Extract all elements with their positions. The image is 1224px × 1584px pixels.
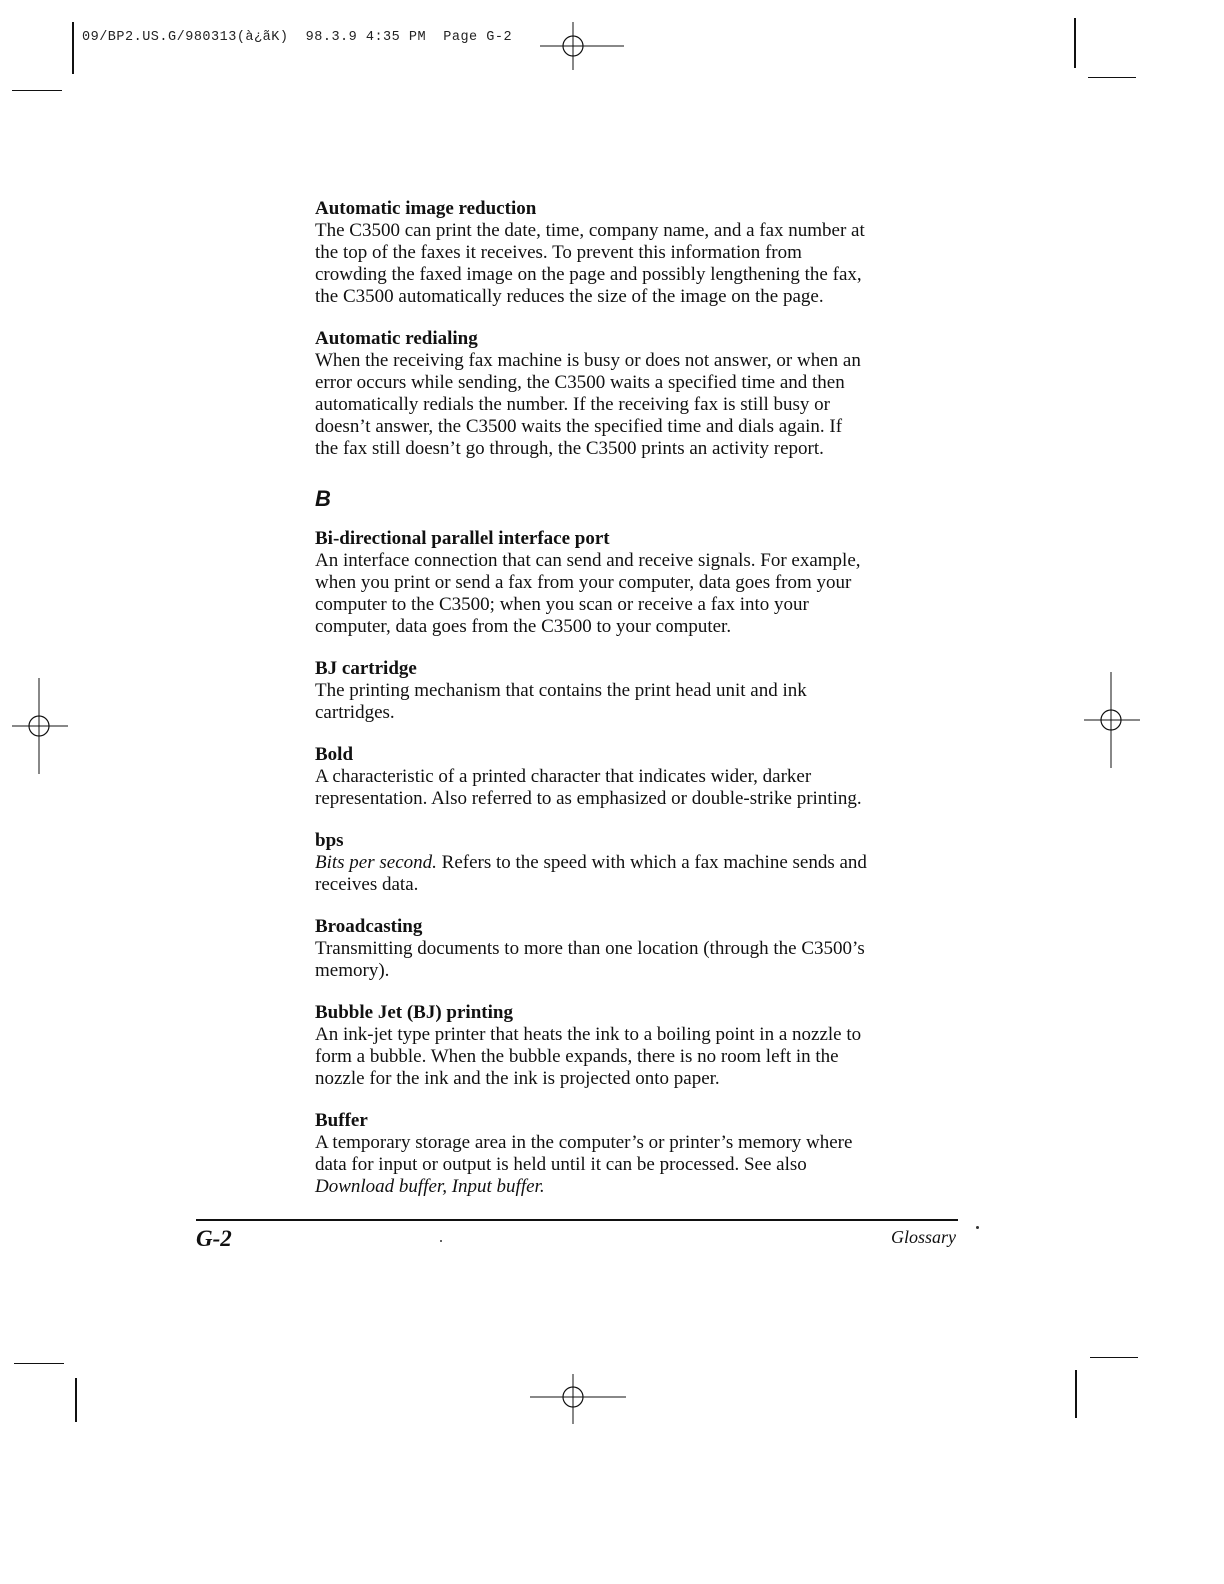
definition-line: An ink-jet type printer that heats the ink to a boiling point in a nozzle to — [315, 1024, 862, 1045]
crop-mark — [12, 90, 62, 91]
glossary-content — [315, 198, 975, 1218]
definition-line: the fax still doesn’t go through, the C3500 prints an activity report. — [315, 438, 824, 459]
definition-line: nozzle for the ink and the ink is projected onto paper. — [315, 1068, 720, 1089]
glossary-term: bps — [315, 830, 344, 851]
definition-line — [315, 852, 975, 874]
definition-line: crowding the faxed image on the page and possibly lengthening the fax, — [315, 264, 862, 285]
footer-rule — [196, 1219, 958, 1221]
glossary-definition — [315, 550, 975, 638]
definition-line: receives data. — [315, 874, 419, 895]
definition-text: Refers to the speed with which a fax machine sends and — [436, 852, 867, 873]
definition-line: doesn’t answer, the C3500 waits the specified time and dials again. If — [315, 416, 843, 437]
glossary-term: Broadcasting — [315, 916, 423, 937]
crop-mark — [75, 1378, 77, 1422]
definition-line: When the receiving fax machine is busy or does not answer, or when an — [315, 350, 861, 371]
glossary-term: BJ cartridge — [315, 658, 417, 679]
glossary-term: Automatic redialing — [315, 328, 478, 349]
definition-line: A characteristic of a printed character that indicates wider, darker — [315, 766, 812, 787]
scan-speck — [976, 1226, 979, 1229]
glossary-entry — [315, 744, 975, 810]
glossary-term: Automatic image reduction — [315, 198, 537, 219]
glossary-definition — [315, 680, 975, 724]
glossary-entry — [315, 830, 975, 896]
glossary-term: Buffer — [315, 1110, 368, 1131]
definition-line: representation. Also referred to as emphasized or double-strike printing. — [315, 788, 862, 809]
definition-line: form a bubble. When the bubble expands, there is no room left in the — [315, 1046, 839, 1067]
crop-mark — [1088, 77, 1136, 78]
registration-mark-icon — [540, 20, 624, 72]
definition-line — [315, 1176, 975, 1198]
glossary-entry — [315, 528, 975, 638]
page-number: G-2 — [196, 1226, 232, 1251]
definition-line: Transmitting documents to more than one location (through the C3500’s — [315, 938, 865, 959]
glossary-definition — [315, 350, 975, 460]
crop-mark — [14, 1363, 64, 1364]
glossary-entry — [315, 198, 975, 308]
definition-line: The printing mechanism that contains the print head unit and ink — [315, 680, 807, 701]
definition-line: when you print or send a fax from your computer, data goes from your — [315, 572, 852, 593]
definition-line: automatically redials the number. If the receiving fax is still busy or — [315, 394, 830, 415]
glossary-entry — [315, 1110, 975, 1198]
definition-line: the top of the faxes it receives. To prevent this information from — [315, 242, 802, 263]
crop-mark — [1090, 1357, 1138, 1358]
glossary-entry — [315, 1002, 975, 1090]
running-footer-title: Glossary — [890, 1227, 956, 1247]
definition-line: cartridges. — [315, 702, 395, 723]
definition-line: computer, data goes from the C3500 to your computer. — [315, 616, 732, 637]
glossary-entry — [315, 916, 975, 982]
glossary-definition — [315, 852, 975, 896]
glossary-term: Bubble Jet (BJ) printing — [315, 1002, 513, 1023]
section-letter: B — [315, 486, 331, 511]
scan-speck — [440, 1240, 442, 1242]
printer-slug-line: 09/BP2.US.G/980313(à¿ãK) 98.3.9 4:35 PM Page G-2 — [82, 30, 513, 45]
glossary-definition — [315, 1024, 975, 1090]
definition-line: A temporary storage area in the computer’s or printer’s memory where — [315, 1132, 853, 1153]
glossary-entry — [315, 328, 975, 460]
glossary-term: Bi-directional parallel interface port — [315, 528, 610, 549]
definition-line: data for input or output is held until it can be processed. See also — [315, 1154, 807, 1175]
crop-mark — [1075, 1370, 1077, 1418]
registration-mark-icon — [530, 1374, 626, 1424]
definition-line: computer to the C3500; when you scan or receive a fax into your — [315, 594, 809, 615]
crop-mark — [1074, 18, 1076, 68]
glossary-definition — [315, 1132, 975, 1198]
glossary-entry — [315, 658, 975, 724]
definition-line: An interface connection that can send and receive signals. For example, — [315, 550, 861, 571]
registration-mark-icon — [12, 678, 68, 774]
definition-italic-lead: Bits per second. — [315, 852, 437, 873]
glossary-definition — [315, 766, 975, 810]
definition-line: The C3500 can print the date, time, company name, and a fax number at — [315, 220, 865, 241]
definition-line: error occurs while sending, the C3500 waits a specified time and then — [315, 372, 845, 393]
see-also-references: Download buffer, Input buffer. — [315, 1176, 545, 1197]
glossary-term: Bold — [315, 744, 354, 765]
crop-mark — [72, 22, 74, 74]
definition-line: memory). — [315, 960, 390, 981]
definition-line: the C3500 automatically reduces the size of the image on the page. — [315, 286, 824, 307]
registration-mark-icon — [1084, 672, 1140, 768]
glossary-definition — [315, 220, 975, 308]
glossary-definition — [315, 938, 975, 982]
